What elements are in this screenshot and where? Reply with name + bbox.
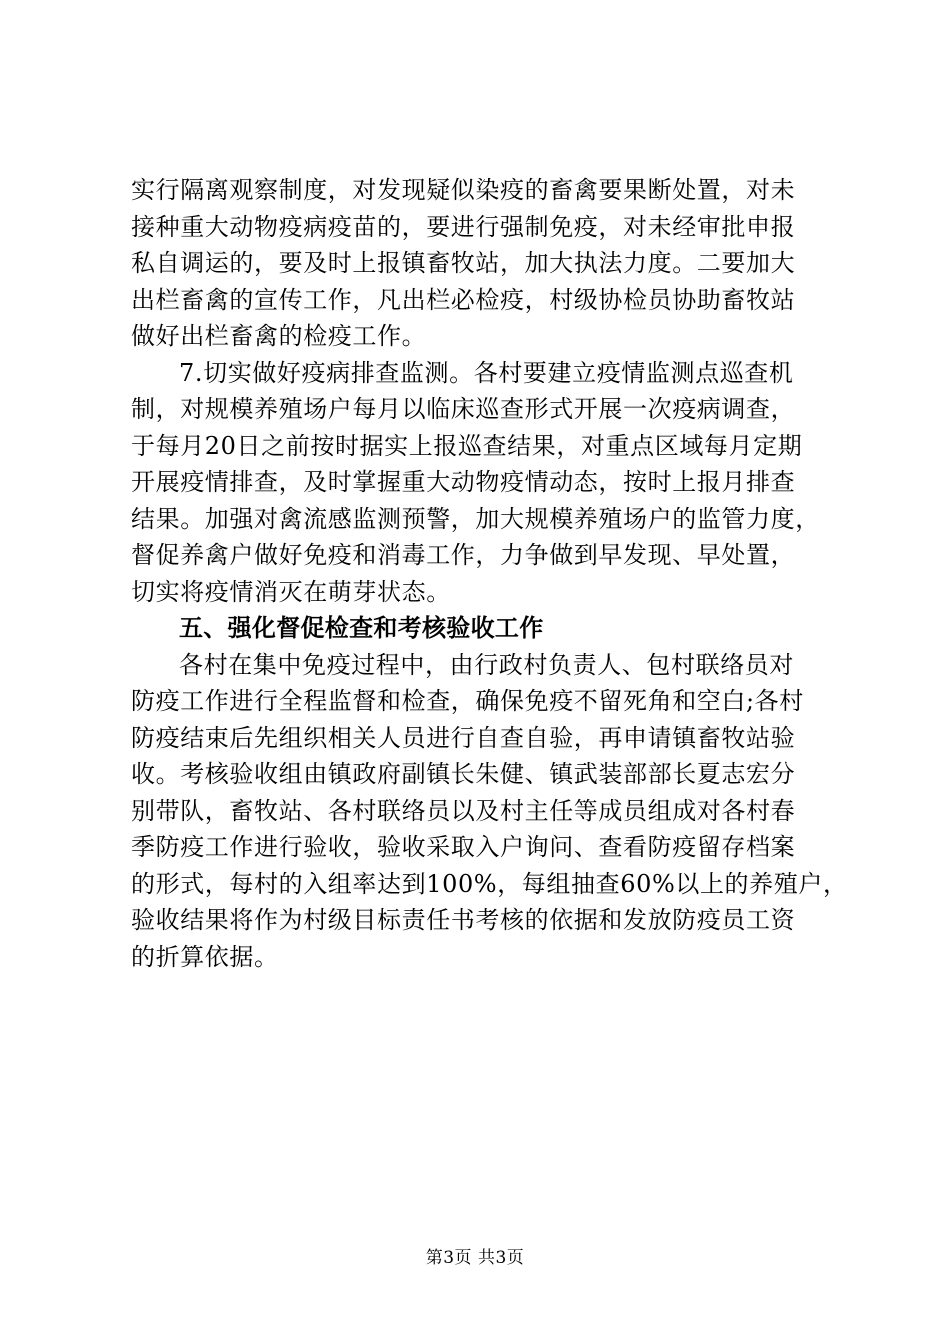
- text-line: 实行隔离观察制度，对发现疑似染疫的畜禽要果断处置，对未: [131, 176, 796, 204]
- text-line: 结果。加强对禽流感监测预警，加大规模养殖场户的监管力度，: [131, 504, 820, 533]
- text-line: 的形式，每村的入组率达到100%，每组抽查60%以上的养殖户，: [131, 869, 848, 898]
- page-footer: 第3页 共3页: [425, 1248, 525, 1268]
- text-line: 别带队，畜牧站、各村联络员以及村主任等成员组成对各村春: [131, 796, 796, 825]
- text-line: 接种重大动物疫病疫苗的，要进行强制免疫，对未经审批申报: [131, 212, 796, 241]
- document-body: [131, 172, 851, 975]
- text-line: 收。考核验收组由镇政府副镇长朱健、镇武装部部长夏志宏分: [131, 760, 796, 788]
- text-line: 督促养禽户做好免疫和消毒工作，力争做到早发现、早处置，: [131, 541, 796, 569]
- text-line: 的折算依据。: [131, 942, 279, 971]
- text-line: 季防疫工作进行验收，验收采取入户询问、查看防疫留存档案: [131, 833, 796, 861]
- text-line: 出栏畜禽的宣传工作，凡出栏必检疫，村级协检员协助畜牧站: [131, 285, 796, 314]
- text-line: 防疫结束后先组织相关人员进行自查自验，再申请镇畜牧站验: [131, 723, 796, 752]
- text-line: 于每月20日之前按时据实上报巡查结果，对重点区域每月定期: [131, 431, 803, 460]
- text-line: 切实将疫情消灭在萌芽状态。: [131, 577, 451, 606]
- text-line: 7.切实做好疫病排查监测。各村要建立疫情监测点巡查机: [179, 358, 794, 387]
- text-line: 验收结果将作为村级目标责任书考核的依据和发放防疫员工资: [131, 906, 796, 934]
- text-line: 制，对规模养殖场户每月以临床巡查形式开展一次疫病调查，: [131, 395, 796, 423]
- text-line: 开展疫情排查，及时掌握重大动物疫情动态，按时上报月排查: [131, 468, 796, 496]
- section-heading: 五、强化督促检查和考核验收工作: [179, 614, 544, 642]
- text-line: 做好出栏畜禽的检疫工作。: [131, 322, 427, 350]
- text-line: 私自调运的，要及时上报镇畜牧站，加大执法力度。二要加大: [131, 249, 796, 277]
- text-line: 防疫工作进行全程监督和检查，确保免疫不留死角和空白;各村: [131, 687, 804, 715]
- text-line: 各村在集中免疫过程中，由行政村负责人、包村联络员对: [179, 650, 794, 679]
